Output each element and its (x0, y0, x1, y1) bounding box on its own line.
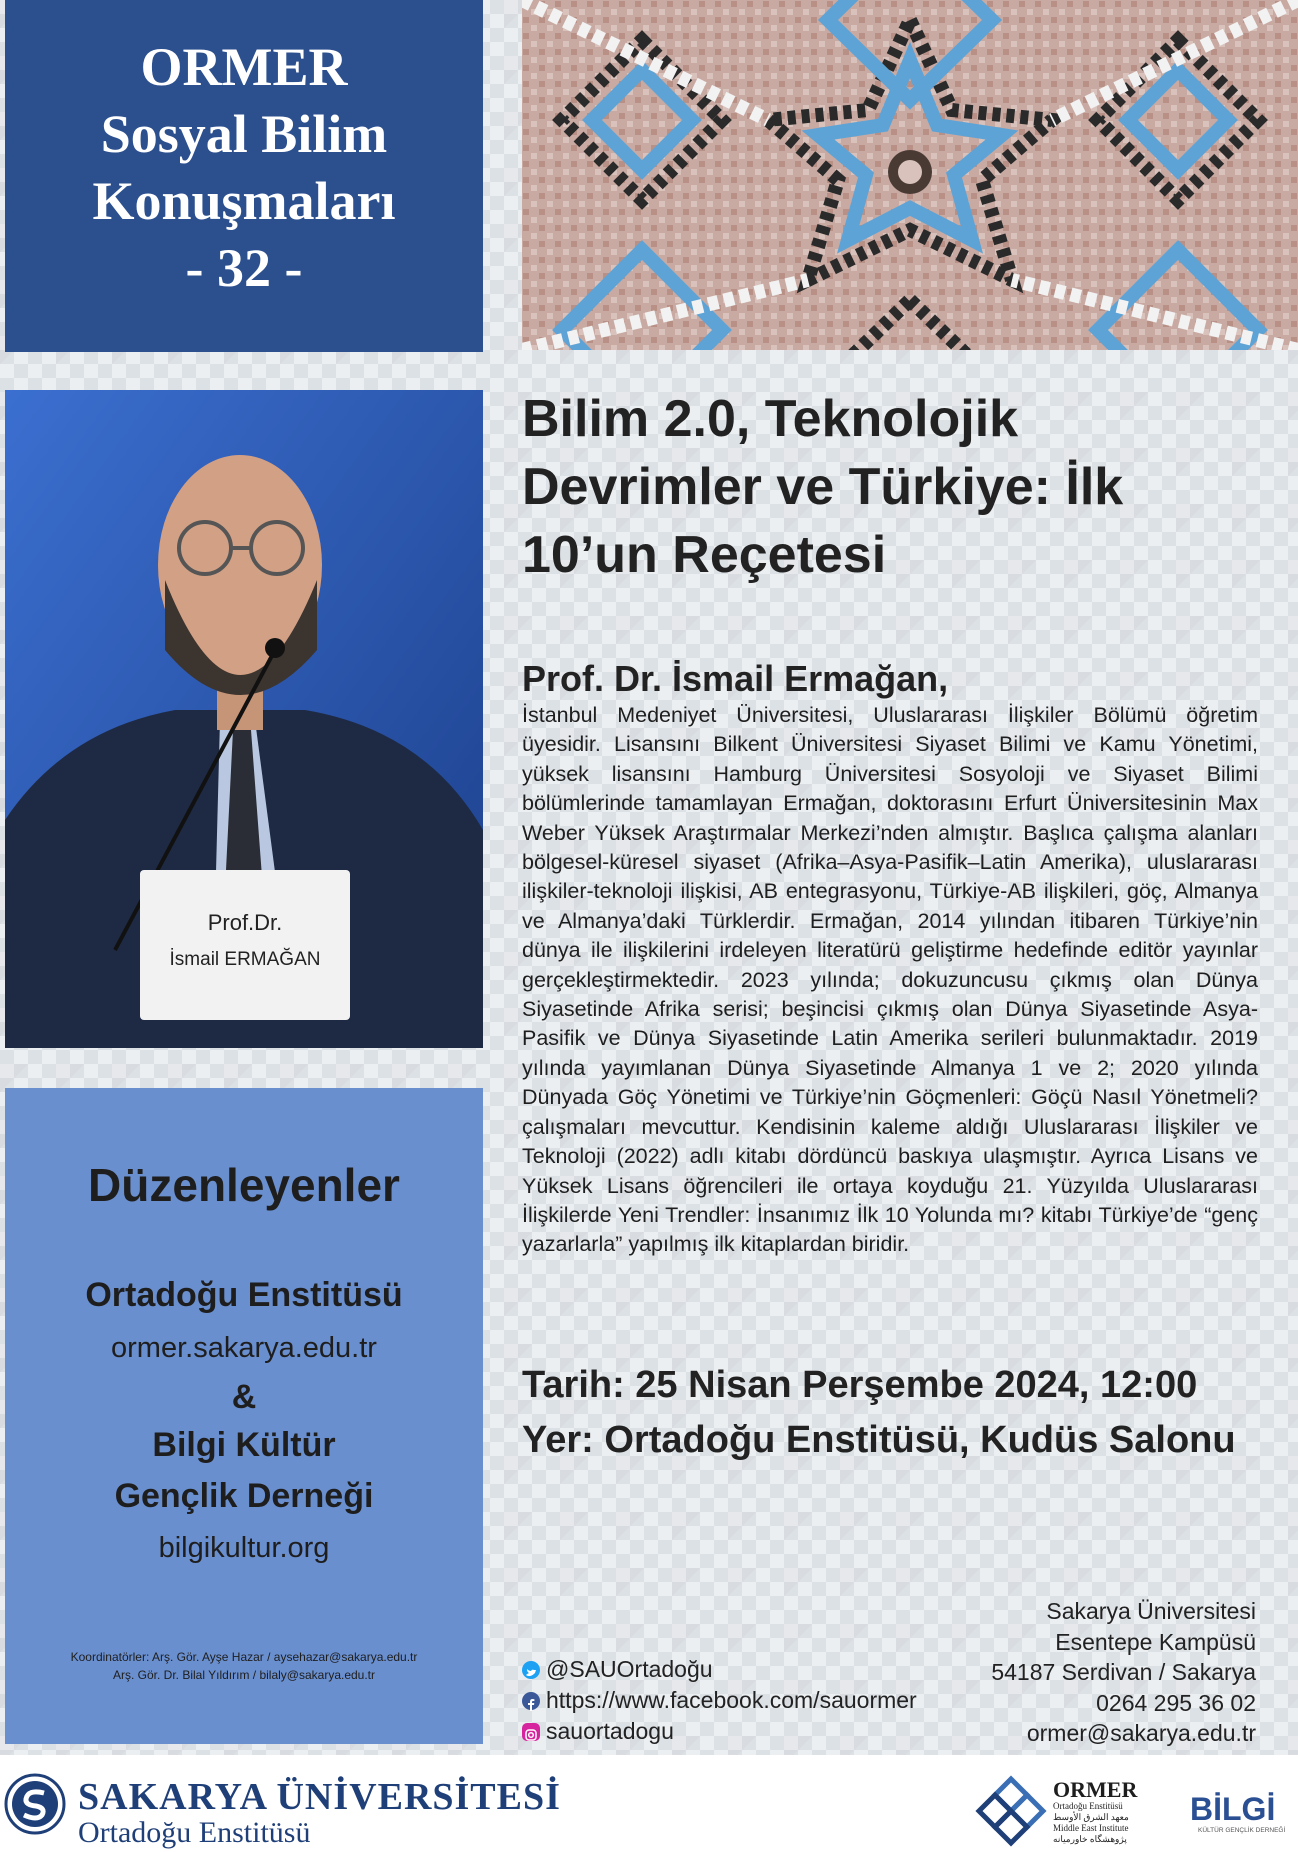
talk-title (522, 385, 1242, 589)
speaker-photo (5, 390, 483, 1048)
address-line-1: Sakarya Üniversitesi (1046, 1598, 1256, 1624)
university-name: SAKARYA ÜNİVERSİTESİ (78, 1776, 561, 1818)
speaker-name: Prof. Dr. İsmail Ermağan, (522, 658, 949, 699)
event-date: Tarih: 25 Nisan Perşembe 2024, 12:00 (522, 1364, 1198, 1406)
ampersand: & (231, 1378, 257, 1416)
organizer-2-website[interactable]: bilgikultur.org (158, 1532, 330, 1564)
event-place: Yer: Ortadoğu Enstitüsü, Kudüs Salonu (522, 1419, 1236, 1461)
coordinators (5, 1648, 483, 1684)
ormer-subtitle-ar: معهد الشرق الأوسط (1053, 1812, 1129, 1822)
facebook-link[interactable] (522, 1687, 917, 1714)
twitter-handle: @SAUOrtadoğu (546, 1656, 713, 1682)
organizers-box (5, 1088, 483, 1744)
bilgi-logo-subtitle: KÜLTÜR GENÇLİK DERNEĞİ (1198, 1827, 1286, 1834)
talk-title-line-1: Bilim 2.0, Teknolojik (522, 390, 1019, 448)
organizer-1-website[interactable]: ormer.sakarya.edu.tr (111, 1332, 377, 1364)
series-name: ORMER (140, 37, 348, 97)
address-line-2: Esentepe Kampüsü (1055, 1628, 1256, 1655)
placard-name: İsmail ERMAĞAN (169, 949, 321, 970)
talk-title-line-2: Devrimler ve Türkiye: İlk (522, 458, 1124, 516)
email-address[interactable]: ormer@sakarya.edu.tr (1026, 1720, 1256, 1746)
organizer-1-name: Ortadoğu Enstitüsü (85, 1276, 403, 1314)
sakarya-university-logo (4, 1773, 66, 1835)
tile-mosaic-image (522, 0, 1298, 350)
series-title-box (5, 0, 483, 352)
bilgi-logo-text: BİLGİ (1190, 1791, 1276, 1827)
series-subtitle-2: Konuşmaları (92, 171, 396, 231)
instagram-link[interactable] (522, 1718, 674, 1745)
footer-logos (0, 1755, 1298, 1852)
coordinator-1: Koordinatörler: Arş. Gör. Ayşe Hazar / aysehazar@sakarya.edu.tr (70, 1650, 418, 1664)
institute-name: Ortadoğu Enstitüsü (78, 1816, 311, 1849)
phone-number: 0264 295 36 02 (1096, 1689, 1256, 1716)
address-line-3: 54187 Serdivan / Sakarya (991, 1659, 1256, 1685)
series-number: - 32 - (185, 238, 303, 298)
placard-title: Prof.Dr. (207, 910, 283, 935)
organizer-2-name-line-2: Gençlik Derneği (114, 1477, 374, 1515)
ormer-name: ORMER (1053, 1777, 1138, 1802)
coordinator-2: Arş. Gör. Dr. Bilal Yıldırım / bilaly@sakarya.edu.tr (112, 1668, 376, 1682)
organizer-2-name-line-1: Bilgi Kültür (152, 1426, 336, 1464)
instagram-icon (522, 1723, 540, 1741)
ormer-logo (975, 1775, 1047, 1847)
ormer-subtitle-tr: Ortadoğu Enstitüsü (1053, 1801, 1123, 1811)
facebook-icon (522, 1692, 540, 1710)
ormer-subtitle-en: Middle East Institute (1053, 1823, 1129, 1833)
twitter-link[interactable] (522, 1656, 713, 1683)
series-subtitle-1: Sosyal Bilim (100, 104, 388, 164)
organizers-heading: Düzenleyenler (88, 1159, 400, 1211)
talk-title-line-3: 10’un Reçetesi (522, 526, 887, 584)
instagram-handle: sauortadogu (546, 1718, 674, 1744)
facebook-url: https://www.facebook.com/sauormer (546, 1687, 917, 1713)
speaker-bio: İstanbul Medeniyet Üniversitesi, Uluslararası İlişkiler Bölümü öğretim üyesidir. Lisansını Bilkent Üniversitesi Siyaset Bilimi ve Kamu Yönetimi, yüksek lisansını Hamburg Üniversitesi Sosyoloji ve Siyaset Bilimi bölümlerinde tamamlayan Ermağan, doktorasını Erfurt Üniversitesinin Max Weber Yüksek Araştırmalar Merkezi’nden almıştır. Başlıca çalışma alanları bölgesel-küresel siyaset (Afrika–Asya-Pasifik–Latin Amerika), uluslararası ilişkiler-teknoloji ilişkisi, AB entegrasyonu, Türkiye-AB ilişkileri, göç, Almanya ve Almanya’daki Türklerdir. Ermağan, 2014 yılından itibaren Türkiye’nin dünya ile ilişkilerini irdeleyen literatürü geliştirme hedefinde editör yayınlar gerçekleştirmektedir. 2023 yılında; dokuzuncusu çıkmış olan Dünya Siyasetinde Afrika serisi; beşincisi çıkmış olan Dünya Siyasetinde Asya-Pasifik ve Dünya Siyasetinde Latin Amerika serileri bulunmaktadır. 2019 yılında yayımlanan Dünya Siyasetinde Almanya 1 ve 2; 2020 yılında Dünyada Göç Yönetimi ve Türkiye’nin Göçmenleri: Göçü Nasıl Yönetmeli? çalışmaları mevcuttur. Kendisinin kaleme aldığı Uluslararası İlişkiler ve Teknoloji (2022) adlı kitabı dördüncü baskıya ulaşmıştır. Ayrıca Lisans ve Yüksek Lisans öğrencileri ile ortaya koyduğu 21. Yüzyılda Uluslararası İlişkilerde Yeni Trendler: İnsanımız İlk 10 Yolunda mı? kitabı Türkiye’de “genç yazarlarla” yapılmış ilk kitaplardan biridir. (522, 703, 1258, 1257)
contact-address (991, 1596, 1256, 1749)
ormer-subtitle (1053, 1801, 1143, 1845)
twitter-icon (522, 1661, 540, 1679)
ormer-subtitle-fa: پژوهشگاه خاورمیانه (1053, 1834, 1127, 1844)
